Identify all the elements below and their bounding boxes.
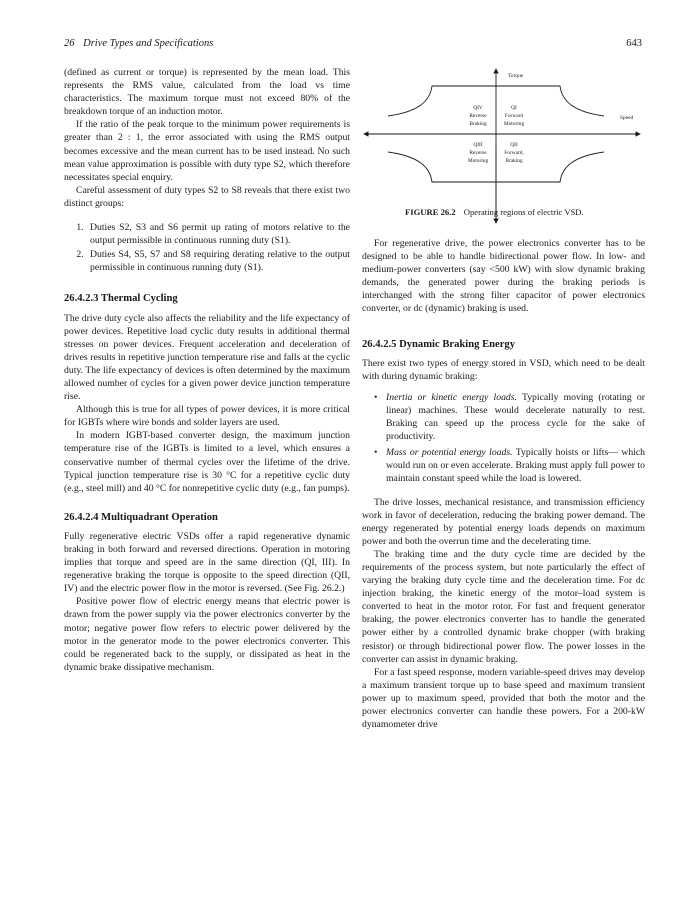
paragraph: Although this is true for all types of power devices, it is more critical for IGBTs where wire bonds and solder layers are used. bbox=[64, 404, 350, 429]
quadrant-iii-line2: Reverse bbox=[469, 150, 487, 156]
bullet-text: Typically hoists or lifts— which would run on or even accelerate. Braking must apply full power to maintain constant speed while the load is lowered. bbox=[386, 447, 645, 485]
caption-text: Operating regions of electric VSD. bbox=[463, 207, 584, 217]
list-item: 2. Duties S4, S5, S7 and S8 requiring derating relative to the output permissible in continuous running duty (S1). bbox=[86, 248, 350, 274]
quadrant-diagram bbox=[362, 66, 645, 226]
paragraph: Careful assessment of duty types S2 to S8 reveals that there exist two distinct groups: bbox=[64, 184, 350, 209]
list-item bbox=[374, 446, 645, 485]
duty-groups-list bbox=[64, 221, 350, 274]
paragraph: For a fast speed response, modern variable-speed drives may develop a maximum transient torque up to base speed and maximum transient power up to maximum speed, provided that both the motor and the power electronics converter can handle these powers. For a 200-kW dynamometer drive bbox=[362, 666, 645, 731]
paragraph: The braking time and the duty cycle time are decided by the requirements of the process system, but note particularly the effect of varying the braking duty cycle time and the deceleration time. For dc injection braking, the kinetic energy of the motor–load system is converted to heat in the motor rotor. For fast and frequent generator braking, the power electronics converter has to handle the generated power either by a controlled dynamic brake chopper (with braking resistor) or through bidirectional power flow. The power losses in the converter can assist in dynamic braking. bbox=[362, 548, 645, 665]
quadrant-ii-line2: Forward, bbox=[504, 150, 524, 156]
figure-caption bbox=[405, 207, 584, 217]
quadrant-i-label: QI bbox=[511, 105, 517, 111]
quadrant-i-line3: Motoring bbox=[503, 121, 525, 127]
quadrant-iv-label: QIV bbox=[473, 105, 483, 111]
bullet-icon: • bbox=[374, 391, 378, 403]
paragraph: For regenerative drive, the power electronics converter has to be designed to be able to handle bidirectional power flow. In low- and medium-power converters (say <500 kW) with slow dynamic braking demands, the generated power during the braking periods is interchanged with the strong filter capacitor of power electronics converter, or dc (dynamic) braking is used. bbox=[362, 238, 645, 315]
section-heading-thermal-cycling: 26.4.2.3 Thermal Cycling bbox=[64, 293, 178, 305]
page-number: 643 bbox=[626, 38, 642, 49]
running-header bbox=[64, 38, 213, 49]
quadrant-ii-line3: Braking bbox=[505, 158, 523, 164]
bullet-icon: • bbox=[374, 447, 378, 459]
bullet-term: Inertia or kinetic energy loads. bbox=[386, 391, 517, 403]
quadrant-i-line2: Forward bbox=[504, 113, 524, 119]
bullet-text: Typically moving (rotating or linear) machines. These would decelerate naturally to rest. Braking can speed up the process cycle for the sake of productivity. bbox=[386, 391, 645, 443]
caption-label: FIGURE 26.2 bbox=[405, 207, 456, 217]
energy-types-list bbox=[362, 391, 645, 486]
list-item bbox=[374, 391, 645, 443]
paragraph: In modern IGBT-based converter design, the maximum junction temperature rise of the IGBTs is limited to a level, which ensures a conservative number of thermal cycles over the lifetime of the drive. Typical junction temperature rise is 30 °C for a repetitive cyclic duty (e.g., steel mill) and 40 °C for nonrepetitive cyclic duty (e.g., fan pumps). bbox=[64, 430, 350, 494]
paragraph: Fully regenerative electric VSDs offer a rapid regenerative dynamic braking in both forward and reversed directions. Operation in motoring implies that torque and speed are in the same direction (QI, III). In regenerative braking the torque is opposite to the speed direction (QII, IV) and the electric power flow in the motor is reversed. (See Fig. 26.2.) bbox=[64, 530, 350, 595]
paragraph: There exist two types of energy stored in VSD, which need to be dealt with during dynamic braking: bbox=[362, 357, 645, 382]
list-item: 1. Duties S2, S3 and S6 permit up rating of motors relative to the output permissible in continuous running duty (S1). bbox=[86, 221, 350, 247]
right-column bbox=[362, 237, 645, 731]
paragraph: The drive losses, mechanical resistance, and transmission efficiency work in favor of deceleration, reducing the braking power demand. The energy regenerated by potential energy loads depends on maximum power and both the overrun time and the decelerating time. bbox=[362, 496, 645, 547]
paragraph: If the ratio of the peak torque to the minimum power requirements is greater than 2 : 1, the error associated with using the RMS output becomes excessive and the mean current has to be used instead. No such mean value approximation is possible with duty type S2, which therefore necessitates special enquiry. bbox=[64, 119, 350, 183]
section-heading-multiquadrant: 26.4.2.4 Multiquadrant Operation bbox=[64, 511, 218, 523]
torque-label: Torque bbox=[508, 73, 524, 79]
quadrant-iv-line2: Reverse bbox=[469, 113, 487, 119]
speed-label: Speed bbox=[620, 115, 634, 121]
quadrant-iii-line3: Motoring bbox=[467, 158, 489, 164]
paragraph: Positive power flow of electric energy means that electric power is drawn from the power supply via the power electronics converter by the motor; negative power flow refers to electric power delivered by the motor in the generator mode to the power electronics converter. This could be regenerated back to the supply, or dissipated as heat in the dynamic brake dissipative mechanism. bbox=[64, 596, 350, 673]
left-column bbox=[64, 66, 350, 674]
quadrant-iv-line3: Braking bbox=[469, 121, 487, 127]
section-heading-dynamic-braking: 26.4.2.5 Dynamic Braking Energy bbox=[362, 338, 516, 350]
paragraph: (defined as current or torque) is represented by the mean load. This represents the RMS value, calculated from the load vs time characteristics. The maximum torque must not exceed 80% of the breakdown torque of an induction motor. bbox=[64, 67, 350, 118]
chapter-title: Drive Types and Specifications bbox=[83, 38, 214, 49]
paragraph: The drive duty cycle also affects the reliability and the life expectancy of power devices. Repetitive load cyclic duty results in additional thermal stresses on power devices. Frequent acceleration and deceleration of drives results in repetitive junction temperature rise and falls at the cyclic duty. The life expectancy of devices is often determined by the maximum allowed number of cycles for a given power device junction temperature rise. bbox=[64, 312, 350, 403]
quadrant-ii-label: QII bbox=[510, 142, 518, 148]
bullet-term: Mass or potential energy loads. bbox=[386, 447, 513, 459]
figure-operating-regions bbox=[362, 66, 645, 226]
quadrant-iii-label: QIII bbox=[473, 142, 483, 148]
chapter-number: 26 bbox=[64, 38, 75, 49]
